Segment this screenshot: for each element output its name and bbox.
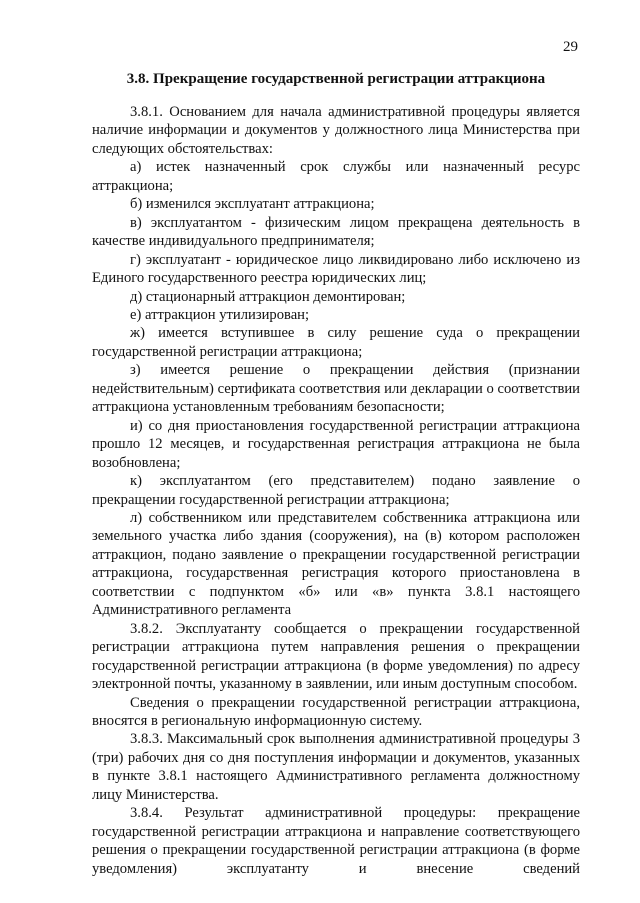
- section-heading: 3.8. Прекращение государственной регистрации аттракциона: [126, 71, 546, 87]
- paragraph-3-8-3: 3.8.3. Максимальный срок выполнения административной процедуры 3 (три) рабочих дня со дня поступления информации и документов, указанных в пункте 3.8.1 настоящего Административного регламента должностному лицу Министерства.: [92, 731, 580, 803]
- paragraph-3-8-2: 3.8.2. Эксплуатанту сообщается о прекращении государственной регистрации аттракциона путем направления решения о прекращении государственной регистрации аттракциона (в форме уведомления) по адресу электронной почты, указанному в заявлении, или иным доступным способом.: [92, 620, 580, 693]
- paragraph-item-e: е) аттракцион утилизирован;: [130, 306, 310, 323]
- section-body: [92, 103, 580, 878]
- paragraph-3-8-4: 3.8.4. Результат административной процедуры: прекращение государственной регистрации аттракциона и направление соответствующего решения о прекращении государственной регистрации аттракциона (в форме уведомления) эксплуатанту и внесение сведений: [92, 805, 580, 877]
- paragraph-item-k: к) эксплуатантом (его представителем) подано заявление о прекращении государственной регистрации аттракциона;: [92, 473, 580, 508]
- page-number: 29: [563, 39, 578, 55]
- paragraph-item-z: з) имеется решение о прекращении действия (признании недействительным) сертификата соответствия или декларации о соответствии аттракциона установленным требованиям безопасности;: [92, 362, 580, 416]
- paragraph-item-l: л) собственником или представителем собственника аттракциона или земельного участка либо здания (сооружения), на (в) котором расположен аттракцион, подано заявление о прекращении государственной регистрации аттракциона, государственная регистрация которого приостановлена в соответствии с подпунктом «б» или «в» пункта 3.8.1 настоящего Административного регламента: [92, 509, 580, 619]
- paragraph-item-zh: ж) имеется вступившее в силу решение суда о прекращении государственной регистрации аттракциона;: [92, 325, 580, 360]
- paragraph-item-b: б) изменился эксплуатант аттракциона;: [130, 196, 375, 213]
- paragraph-3-8-1: 3.8.1. Основанием для начала административной процедуры является наличие информации и документов у должностного лица Министерства при следующих обстоятельствах:: [92, 104, 580, 157]
- paragraph-item-d: д) стационарный аттракцион демонтирован;: [130, 288, 406, 305]
- paragraph-info-system: Сведения о прекращении государственной регистрации аттракциона, вносятся в региональную информационную систему.: [92, 694, 580, 729]
- paragraph-item-a: а) истек назначенный срок службы или назначенный ресурс аттракциона;: [92, 159, 580, 194]
- paragraph-item-v: в) эксплуатантом - физическим лицом прекращена деятельность в качестве индивидуального предпринимателя;: [92, 214, 580, 250]
- paragraph-item-g: г) эксплуатант - юридическое лицо ликвидировано либо исключено из Единого государственного реестра юридических лиц;: [92, 251, 580, 287]
- paragraph-item-i: и) со дня приостановления государственной регистрации аттракциона прошло 12 месяцев, и государственная регистрация аттракциона не была возобновлена;: [92, 417, 580, 471]
